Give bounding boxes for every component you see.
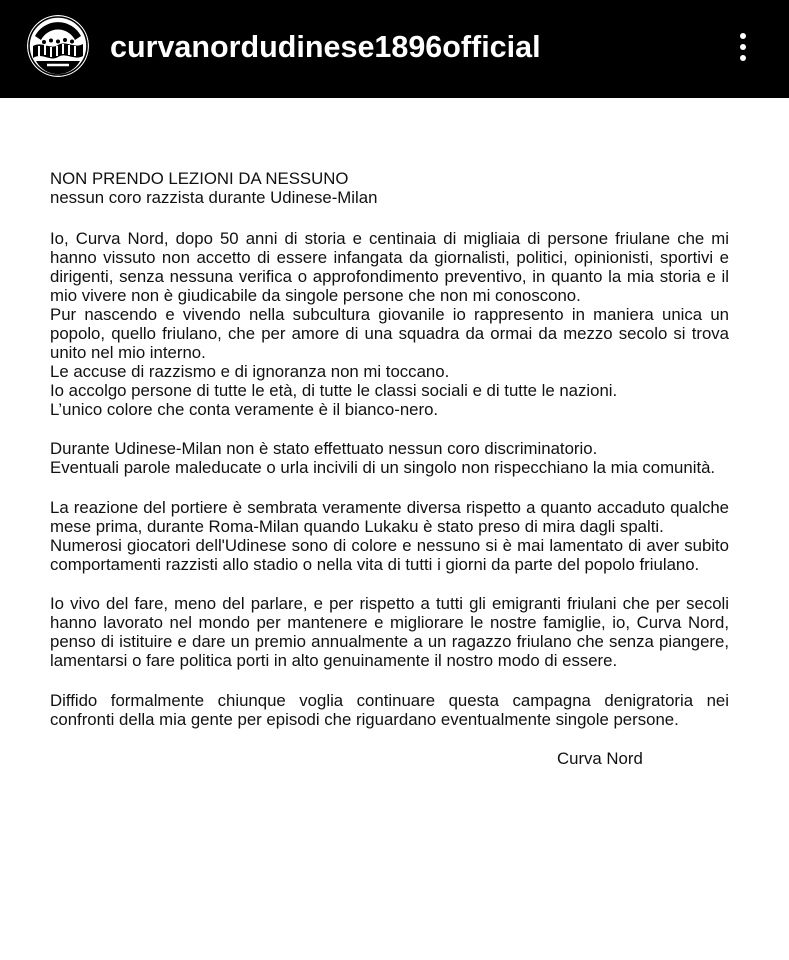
menu-dot [740, 55, 746, 61]
profile-header [0, 0, 789, 98]
letter-line: penso di istituire e dare un premio annualmente a un ragazzo friulano che senza piangere, [50, 632, 729, 651]
letter-title: NON PRENDO LEZIONI DA NESSUNO [50, 168, 349, 188]
letter-line: Durante Udinese-Milan non è stato effettuato nessun coro discriminatorio. [50, 439, 598, 458]
letter-paragraph [50, 691, 729, 729]
menu-dot [740, 44, 746, 50]
letter-line: unito nel mio interno. [50, 342, 206, 362]
letter-line: mio vivere non è giudicabile da singole persone che non mi conoscono. [50, 285, 581, 305]
profile-username[interactable]: curvanordudinese1896official [110, 30, 541, 64]
letter-line: L’unico colore che conta veramente è il bianco-nero. [50, 399, 439, 419]
letter-paragraph [50, 229, 729, 419]
letter-line: confronti della mia gente per episodi che riguardano eventualmente singole persone. [50, 709, 679, 729]
more-vertical-icon[interactable] [731, 29, 755, 67]
letter-line: Io vivo del fare, meno del parlare, e per rispetto a tutti gli emigranti friulani che per secoli [50, 594, 729, 613]
letter-paragraph [50, 498, 729, 574]
club-logo-icon [27, 15, 89, 77]
letter-line: Eventuali parole maleducate o urla incivili di un singolo non rispecchiano la mia comunità. [50, 458, 716, 477]
letter-line: Diffido formalmente chiunque voglia continuare questa campagna denigratoria nei [50, 690, 729, 710]
letter-paragraph [50, 594, 729, 670]
letter-line: dirigenti, senza nessuna verifica o approfondimento preventivo, in quanto la mia storia e il [50, 266, 729, 286]
profile-avatar[interactable] [27, 15, 89, 77]
letter-line: Le accuse di razzismo e di ignoranza non mi toccano. [50, 361, 450, 381]
letter-heading [50, 169, 729, 207]
letter-line: hanno vissuto non accetto di essere infangata da giornalisti, politici, opinionisti, sportivi e [50, 247, 729, 267]
letter-line: lamentarsi o fare politica porti in alto genuinamente il nostro modo di essere. [50, 651, 618, 670]
letter-line: La reazione del portiere è sembrata veramente diversa rispetto a quanto accaduto qualche [50, 497, 729, 517]
letter-line: mese prima, durante Roma-Milan quando Lukaku è stato preso di mira dagli spalti. [50, 516, 664, 536]
letter-line: comportamenti razzisti allo stadio o nella vita di tutti i giorni da parte del popolo friulano. [50, 554, 700, 574]
letter-line: Pur nascendo e vivendo nella subcultura giovanile io rappresento in maniera unica un [50, 304, 729, 324]
letter-line: hanno lavorato nel mondo per mantenere e migliorare le nostre famiglie, io, Curva Nord, [50, 613, 729, 632]
letter-line: popolo, quello friulano, che per amore di una squadra da ormai da mezzo secolo si trova [50, 323, 729, 343]
letter-document [50, 169, 729, 769]
letter-paragraph [50, 439, 729, 477]
letter-line: Io accolgo persone di tutte le età, di tutte le classi sociali e di tutte le nazioni. [50, 380, 618, 400]
letter-signature: Curva Nord [557, 749, 643, 768]
letter-subtitle: nessun coro razzista durante Udinese-Milan [50, 187, 378, 207]
menu-dot [740, 33, 746, 39]
letter-line: Numerosi giocatori dell'Udinese sono di colore e nessuno si è mai lamentato di aver subito [50, 535, 729, 555]
letter-line: Io, Curva Nord, dopo 50 anni di storia e centinaia di migliaia di persone friulane che mi [50, 228, 729, 248]
